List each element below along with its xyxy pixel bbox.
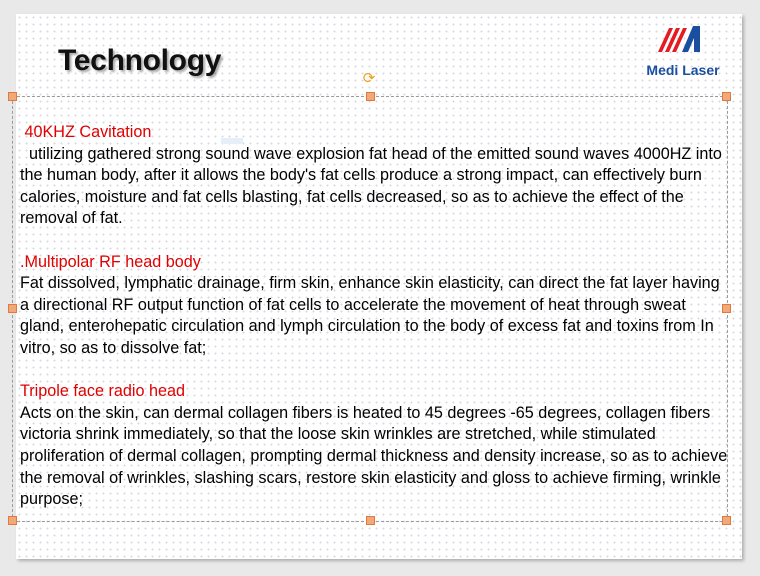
- slide-canvas: [16, 14, 742, 559]
- resize-handle-top-right[interactable]: [722, 92, 731, 101]
- company-logo: [638, 22, 728, 82]
- resize-handle-top-center[interactable]: [366, 92, 375, 101]
- rotate-handle-icon[interactable]: ⟳: [362, 70, 376, 87]
- section-heading: 40KHZ Cavitation: [20, 123, 152, 141]
- section-body: utilizing gathered strong sound wave explosion fat head of the emitted sound waves 4000HZ into the human body, after it allows the body's fat cells produce a strong impact, can effectively burn calories, moisture and fat cells blasting, fat cells decreased, so as to achieve the effect of the removal of fat.: [20, 144, 727, 228]
- resize-handle-middle-left[interactable]: [8, 304, 17, 313]
- section-multipolar-rf: [20, 252, 730, 360]
- slide-title[interactable]: Technology: [58, 44, 222, 77]
- resize-handle-bottom-left[interactable]: [8, 516, 17, 525]
- logo-wordmark: Medi Laser: [646, 62, 720, 78]
- section-body: Fat dissolved, lymphatic drainage, firm skin, enhance skin elasticity, can direct the fat layer having a directional RF output function of fat cells to accelerate the movement of heat through sweat gland, enterohepatic circulation and lymph circulation to the body of excess fat and toxins from In vitro, so as to dissolve fat;: [20, 274, 720, 357]
- section-heading: .Multipolar RF head body: [20, 252, 201, 271]
- section-heading: Tripole face radio head: [20, 382, 185, 401]
- medi-laser-logo-mark-icon: [656, 22, 712, 56]
- resize-handle-top-left[interactable]: [8, 92, 17, 101]
- section-cavitation: [20, 122, 730, 230]
- content-textbox[interactable]: [20, 122, 730, 532]
- section-body: Acts on the skin, can dermal collagen fibers is heated to 45 degrees -65 degrees, collagen fibers victoria shrink immediately, so that the loose skin wrinkles are stretched, while stimulated proliferation of dermal collagen, prompting dermal thickness and density increase, so as to achieve the removal of wrinkles, slashing scars, restore skin elasticity and gloss to achieve firming, wrinkle purpose;: [20, 403, 728, 509]
- section-tripole-face: [20, 381, 730, 511]
